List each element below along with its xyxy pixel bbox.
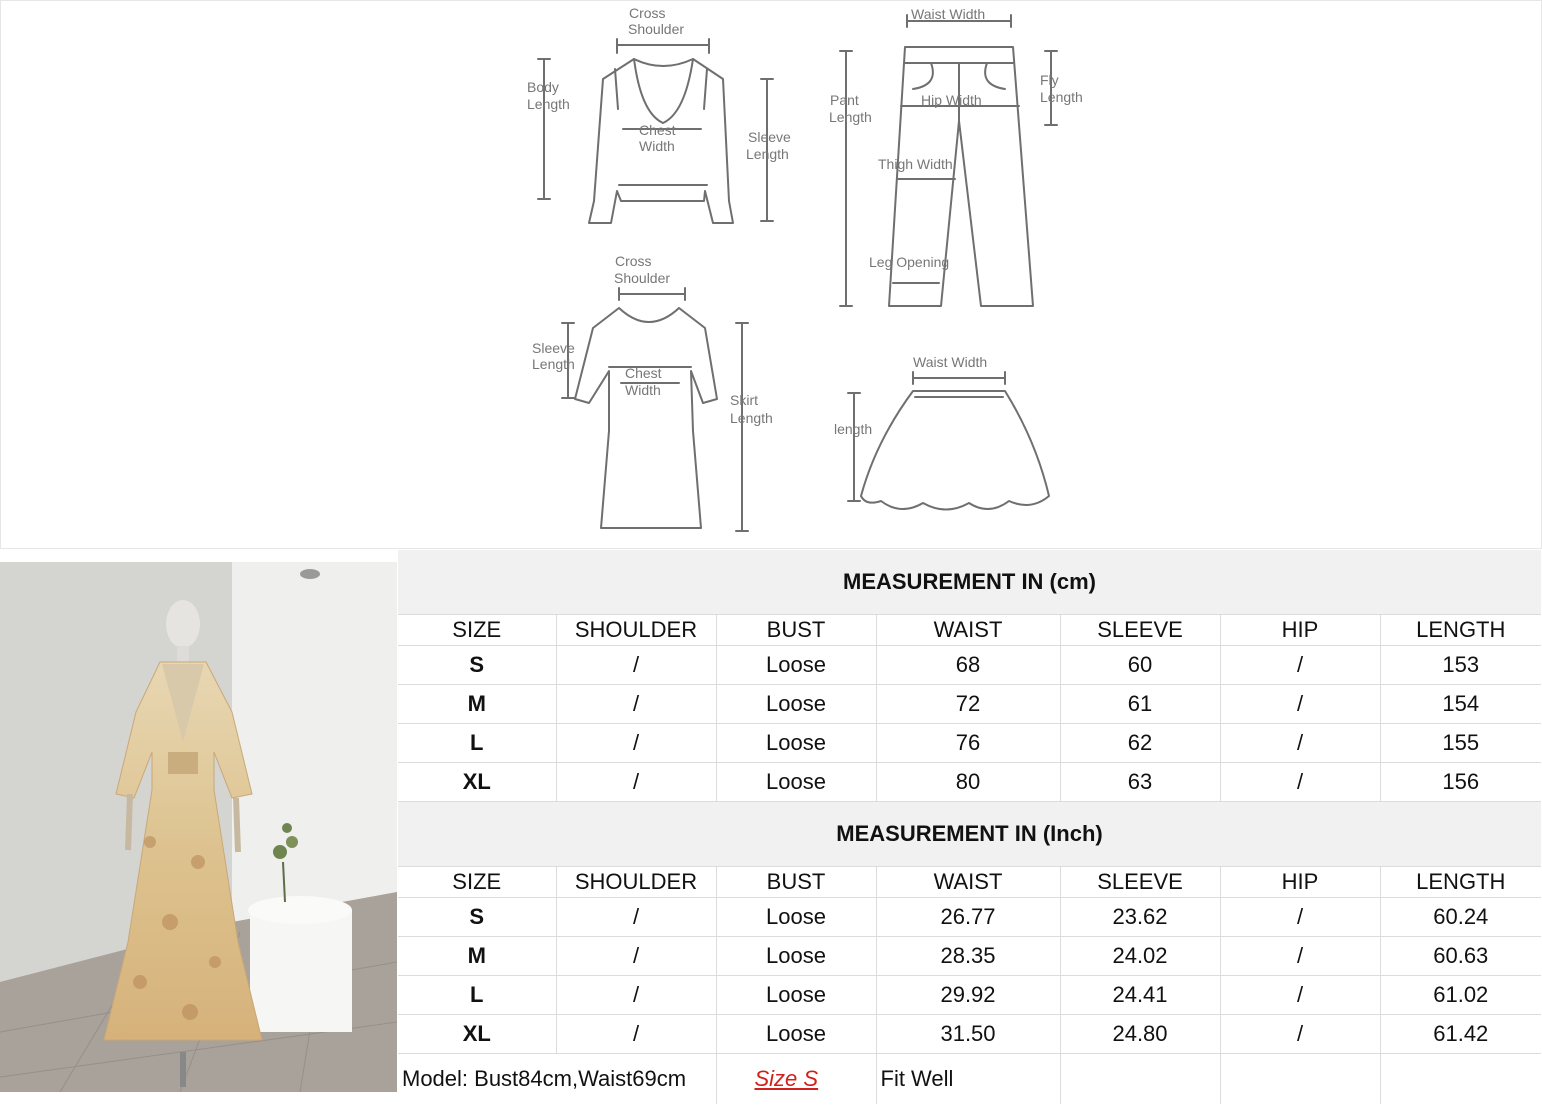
pants-leg-opening-label: Leg Opening <box>869 254 950 270</box>
pants-fly-length-label-1: Fly <box>1040 72 1059 88</box>
top-sleeve-length-label-1: Sleeve <box>748 129 791 145</box>
footer-empty-cell <box>1060 1054 1220 1105</box>
inch-shoulder-cell: / <box>556 976 716 1015</box>
cm-waist-cell: 80 <box>876 763 1060 802</box>
inch-row-l <box>398 976 1541 1015</box>
cm-bust-cell: Loose <box>716 763 876 802</box>
inch-sleeve-cell: 23.62 <box>1060 898 1220 937</box>
dress-chest-width-label-2: Width <box>625 382 661 398</box>
inch-size-cell: S <box>398 898 556 937</box>
inch-hip-cell: / <box>1220 976 1380 1015</box>
inch-title-row <box>398 802 1541 867</box>
cm-waist-cell: 72 <box>876 685 1060 724</box>
skirt-outline <box>861 391 1049 510</box>
inch-length-cell: 61.42 <box>1380 1015 1541 1054</box>
inch-bust-cell: Loose <box>716 937 876 976</box>
inch-table-title: MEASUREMENT IN (Inch) <box>398 802 1541 867</box>
cm-length-cell: 156 <box>1380 763 1541 802</box>
cm-row-l <box>398 724 1541 763</box>
cm-title-row <box>398 550 1541 615</box>
cm-length-cell: 155 <box>1380 724 1541 763</box>
cm-row-s <box>398 646 1541 685</box>
dress-chest-width-label-1: Chest <box>625 365 662 381</box>
inch-row-xl <box>398 1015 1541 1054</box>
top-body-length-label-1: Body <box>527 79 559 95</box>
inch-header-bust: BUST <box>716 867 876 898</box>
cm-hip-cell: / <box>1220 685 1380 724</box>
cm-sleeve-cell: 62 <box>1060 724 1220 763</box>
cm-header-sleeve: SLEEVE <box>1060 615 1220 646</box>
inch-size-cell: XL <box>398 1015 556 1054</box>
cm-table-title: MEASUREMENT IN (cm) <box>398 550 1541 615</box>
inch-sleeve-cell: 24.80 <box>1060 1015 1220 1054</box>
cm-row-xl <box>398 763 1541 802</box>
cm-size-cell: XL <box>398 763 556 802</box>
cm-sleeve-cell: 60 <box>1060 646 1220 685</box>
pants-waist-width-label: Waist Width <box>911 6 986 22</box>
cm-length-cell: 154 <box>1380 685 1541 724</box>
garment-diagram-svg <box>1 1 1541 548</box>
model-size: Size S <box>716 1054 876 1105</box>
cm-header-row <box>398 615 1541 646</box>
inch-length-cell: 60.63 <box>1380 937 1541 976</box>
dress-cross-shoulder-label-1: Cross <box>615 253 652 269</box>
inch-length-cell: 60.24 <box>1380 898 1541 937</box>
cm-shoulder-cell: / <box>556 646 716 685</box>
cm-hip-cell: / <box>1220 724 1380 763</box>
footer-empty-cell <box>1220 1054 1380 1105</box>
top-body-length-label-2: Length <box>527 96 570 112</box>
pants-length-label-2: Length <box>829 109 872 125</box>
cm-header-bust: BUST <box>716 615 876 646</box>
product-photo-illustration <box>0 562 397 1092</box>
inch-waist-cell: 26.77 <box>876 898 1060 937</box>
inch-hip-cell: / <box>1220 898 1380 937</box>
top-chest-width-label-2: Width <box>639 138 675 154</box>
cm-header-size: SIZE <box>398 615 556 646</box>
inch-header-size: SIZE <box>398 867 556 898</box>
cm-bust-cell: Loose <box>716 724 876 763</box>
inch-row-m <box>398 937 1541 976</box>
cm-waist-cell: 76 <box>876 724 1060 763</box>
inch-shoulder-cell: / <box>556 1015 716 1054</box>
inch-sleeve-cell: 24.02 <box>1060 937 1220 976</box>
cm-bust-cell: Loose <box>716 646 876 685</box>
top-cross-shoulder-label-2: Shoulder <box>628 21 685 37</box>
cm-header-hip: HIP <box>1220 615 1380 646</box>
cm-size-cell: M <box>398 685 556 724</box>
skirt-length-label: length <box>834 421 873 437</box>
inch-row-s <box>398 898 1541 937</box>
inch-header-shoulder: SHOULDER <box>556 867 716 898</box>
cm-size-cell: S <box>398 646 556 685</box>
top-sleeve-length-label-2: Length <box>746 146 789 162</box>
cm-sleeve-cell: 61 <box>1060 685 1220 724</box>
model-measurements: Model: Bust84cm,Waist69cm <box>398 1054 716 1105</box>
inch-waist-cell: 31.50 <box>876 1015 1060 1054</box>
inch-size-cell: M <box>398 937 556 976</box>
inch-hip-cell: / <box>1220 937 1380 976</box>
dress-skirt-length-label-1: Skirt <box>730 392 758 408</box>
size-chart <box>398 550 1541 1103</box>
model-footer-row <box>398 1054 1541 1105</box>
pants-fly-length-label-2: Length <box>1040 89 1083 105</box>
inch-sleeve-cell: 24.41 <box>1060 976 1220 1015</box>
inch-header-sleeve: SLEEVE <box>1060 867 1220 898</box>
skirt-waist-width-label: Waist Width <box>913 354 988 370</box>
top-cross-shoulder-label-1: Cross <box>629 5 666 21</box>
inch-hip-cell: / <box>1220 1015 1380 1054</box>
cm-size-cell: L <box>398 724 556 763</box>
inch-waist-cell: 29.92 <box>876 976 1060 1015</box>
inch-bust-cell: Loose <box>716 898 876 937</box>
cm-length-cell: 153 <box>1380 646 1541 685</box>
inch-header-waist: WAIST <box>876 867 1060 898</box>
dress-outline <box>575 308 717 528</box>
measurement-diagram <box>0 0 1542 549</box>
cm-waist-cell: 68 <box>876 646 1060 685</box>
inch-size-cell: L <box>398 976 556 1015</box>
inch-bust-cell: Loose <box>716 976 876 1015</box>
cm-sleeve-cell: 63 <box>1060 763 1220 802</box>
pants-length-label-1: Pant <box>830 92 859 108</box>
cm-header-waist: WAIST <box>876 615 1060 646</box>
dress-sleeve-length-label-1: Sleeve <box>532 340 575 356</box>
inch-length-cell: 61.02 <box>1380 976 1541 1015</box>
inch-header-hip: HIP <box>1220 867 1380 898</box>
cm-shoulder-cell: / <box>556 685 716 724</box>
product-photo <box>0 562 397 1092</box>
pants-thigh-width-label: Thigh Width <box>878 156 953 172</box>
size-chart-table <box>398 550 1541 1104</box>
footer-empty-cell <box>1380 1054 1541 1105</box>
cm-shoulder-cell: / <box>556 724 716 763</box>
dress-cross-shoulder-label-2: Shoulder <box>614 270 671 286</box>
dress-skirt-length-label-2: Length <box>730 410 773 426</box>
cm-hip-cell: / <box>1220 646 1380 685</box>
cm-bust-cell: Loose <box>716 685 876 724</box>
inch-header-length: LENGTH <box>1380 867 1541 898</box>
inch-shoulder-cell: / <box>556 937 716 976</box>
cm-row-m <box>398 685 1541 724</box>
dress-sleeve-length-label-2: Length <box>532 356 575 372</box>
cm-header-length: LENGTH <box>1380 615 1541 646</box>
cm-header-shoulder: SHOULDER <box>556 615 716 646</box>
cm-hip-cell: / <box>1220 763 1380 802</box>
inch-header-row <box>398 867 1541 898</box>
fit-note: Fit Well <box>876 1054 1060 1105</box>
top-chest-width-label-1: Chest <box>639 122 676 138</box>
cm-shoulder-cell: / <box>556 763 716 802</box>
inch-bust-cell: Loose <box>716 1015 876 1054</box>
inch-shoulder-cell: / <box>556 898 716 937</box>
inch-waist-cell: 28.35 <box>876 937 1060 976</box>
pants-hip-width-label: Hip Width <box>921 92 982 108</box>
